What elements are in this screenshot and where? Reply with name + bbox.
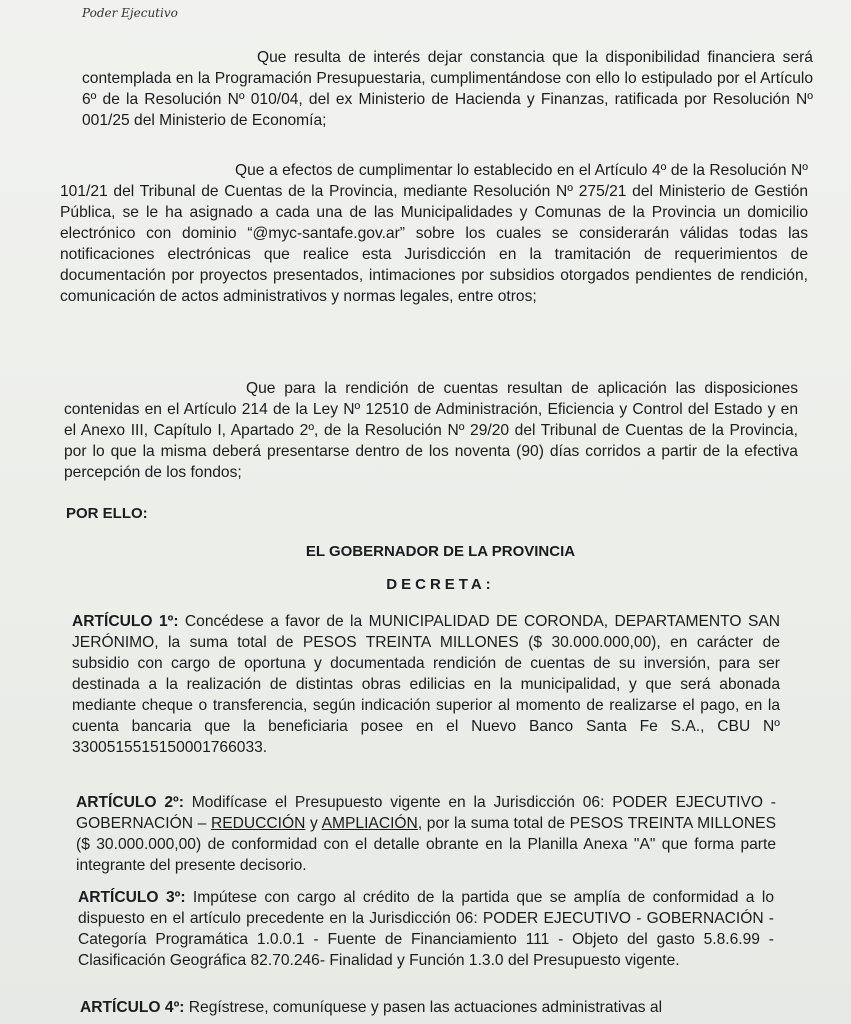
decreta-heading: DECRETA:	[386, 576, 495, 593]
articulo-3-label: ARTÍCULO 3º:	[78, 889, 186, 906]
articulo-3-text: Impútese con cargo al crédito de la partida que se amplía de conformidad a lo dispuesto en el artículo precedente en la Jurisdicción 06: PODER EJECUTIVO - GOBERNACIÓN - Categoría Programática 1.0.0.1 - Fuente de Financiamiento 111 - Objeto del gasto 5.8.6.99 - Clasificación Geográfica 82.70.246- Finalidad y Función 1.3.0 del Presupuesto vigente.	[78, 889, 774, 969]
reduccion-text: REDUCCIÓN	[210, 815, 306, 832]
articulo-4-text: Regístrese, comuníquese y pasen las actuaciones administrativas al	[188, 999, 663, 1016]
articulo-2-text-b: , por la suma total de PESOS TREINTA MILLONES ($ 30.000.000,00) de conformidad con el detalle obrante en la Planilla Anexa "A" que forma parte integrante del presente decisorio.	[76, 815, 776, 874]
ampliacion-text: AMPLIACIÓN	[321, 815, 418, 832]
considerando-3: Que para la rendición de cuentas resultan de aplicación las disposiciones contenidas en el Artículo 214 de la Ley Nº 12510 de Administración, Eficiencia y Control del Estado y en el Anexo III, Capítulo I, Apartado 2º, de la Resolución Nº 29/20 del Tribunal de Cuentas de la Provincia, por lo que la misma deberá presentarse dentro de los noventa (90) días corridos a partir de la efectiva percepción de los fondos;	[64, 380, 798, 481]
articulo-2-y: y	[310, 815, 318, 832]
por-ello-heading: POR ELLO:	[66, 505, 148, 522]
articulo-4	[80, 997, 776, 1018]
articulo-1	[72, 611, 780, 758]
articulo-1-label: ARTÍCULO 1º:	[72, 613, 179, 630]
considerando-1: Que resulta de interés dejar constancia que la disponibilidad financiera será contemplada en la Programación Presupuestaria, cumplimentándose con ello lo estipulado por el Artículo 6º de la Resolución Nº 010/04, del ex Ministerio de Hacienda y Finanzas, ratificada por Resolución Nº 001/25 del Ministerio de Economía;	[82, 49, 813, 129]
articulo-4-label: ARTÍCULO 4º:	[80, 999, 185, 1016]
articulo-1-text: Concédese a favor de la MUNICIPALIDAD DE CORONDA, DEPARTAMENTO SAN JERÓNIMO, la suma total de PESOS TREINTA MILLONES ($ 30.000.000,00), en carácter de subsidio con cargo de oportuna y documentada rendición de cuentas de su inversión, para ser destinada a la realización de distintas obras edilicias en la municipalidad, y que será abonada mediante cheque o transferencia, según indicación superior al momento de realizarse el pago, en la cuenta bancaria que la beneficiaria posee en el Nuevo Banco Santa Fe S.A., CBU Nº 3300515515150001766033.	[72, 613, 781, 756]
governor-heading: EL GOBERNADOR DE LA PROVINCIA	[305, 543, 576, 560]
articulo-2-text-a: Modifícase el Presupuesto vigente en la Jurisdicción 06: PODER EJECUTIVO - GOBERNACIÓN –	[76, 794, 776, 832]
letterhead-title: Poder Ejecutivo	[82, 6, 178, 20]
articulo-3	[78, 887, 774, 971]
articulo-2	[76, 792, 776, 876]
considerando-2: Que a efectos de cumplimentar lo establecido en el Artículo 4º de la Resolución Nº 101/21 del Tribunal de Cuentas de la Provincia, mediante Resolución Nº 275/21 del Ministerio de Gestión Pública, se le ha asignado a cada una de las Municipalidades y Comunas de la Provincia un domicilio electrónico con dominio “@myc-santafe.gov.ar” sobre los cuales se considerarán válidas todas las notificaciones electrónicas que realice esta Jurisdicción en la tramitación de requerimientos de documentación por proyectos presentados, intimaciones por subsidios otorgados pendientes de rendición, comunicación de actos administrativos y normas legales, entre otros;	[60, 162, 808, 305]
articulo-2-label: ARTÍCULO 2º:	[76, 794, 184, 811]
